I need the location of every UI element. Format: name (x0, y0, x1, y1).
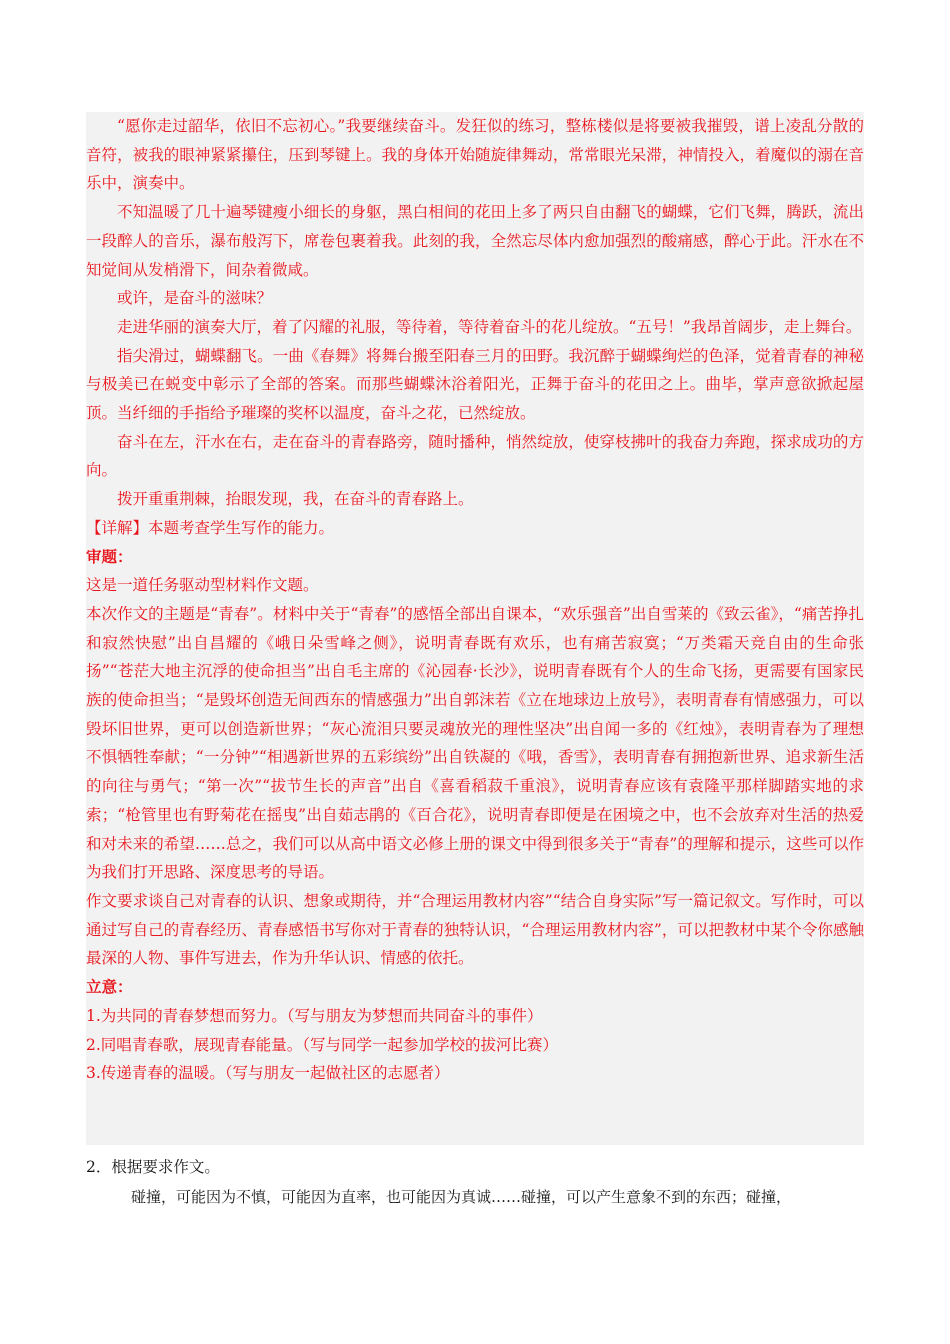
question-2-title: 2．根据要求作文。 (86, 1158, 220, 1176)
shenti-paragraph-1: 这是一道任务驱动型材料作文题。 (86, 576, 319, 595)
answer-content (86, 112, 864, 1088)
essay-paragraph-1: “愿你走过韶华，依旧不忘初心。”我要继续奋斗。发狂似的练习，整栋楼似是将要被我摧毁，谱上凌乱分散的音符，被我的眼神紧紧攥住，压到琴键上。我的身体开始随旋律舞动，常常眼光呆滞，神情投入，着魔似的溺在音乐中，演奏中。 (86, 117, 864, 193)
essay-paragraph-6: 奋斗在左，汗水在右，走在奋斗的青春路旁，随时播种，悄然绽放，使穿枝拂叶的我奋力奔跑，探求成功的方向。 (86, 432, 864, 480)
liyi-heading: 立意： (86, 977, 133, 997)
liyi-item-1: 1.为共同的青春梦想而努力。（写与朋友为梦想而共同奋斗的事件） (86, 1006, 543, 1025)
liyi-item-2: 2.同唱青春歌，展现青春能量。（写与同学一起参加学校的拔河比赛） (86, 1035, 559, 1054)
shenti-paragraph-3: 作文要求谈自己对青春的认识、想象或期待，并“合理运用教材内容”“结合自身实际”写一篇记叙文。写作时，可以通过写自己的青春经历、青春感悟书写你对于青春的独特认识，“合理运用教材内容”，可以把教材中某个令你感触最深的人物、事件写进去，作为升华认识、情感的依托。 (86, 891, 864, 968)
liyi-item-3: 3.传递青春的温暖。（写与朋友一起做社区的志愿者） (86, 1064, 450, 1083)
essay-paragraph-3: 或许，是奋斗的滋味？ (117, 289, 273, 308)
essay-paragraph-7: 拨开重重荆棘，抬眼发现，我，在奋斗的青春路上。 (117, 490, 474, 509)
essay-paragraph-5: 指尖滑过，蝴蝶翻飞。一曲《春舞》将舞台搬至阳春三月的田野。我沉醉于蝴蝶绚烂的色泽，觉着青春的神秘与极美已在蜕变中彰示了全部的答案。而那些蝴蝶沐浴着阳光，正舞于奋斗的花田之上。曲毕，掌声意欲掀起屋顶。当纤细的手指给予璀璨的奖杯以温度，奋斗之花，已然绽放。 (86, 346, 864, 423)
shenti-paragraph-2: 本次作文的主题是“青春”。材料中关于“青春”的感悟全部出自课本，“欢乐强音”出自雪莱的《致云雀》，“痛苦挣扎和寂然快慰”出自昌耀的《峨日朵雪峰之侧》，说明青春既有欢乐，也有痛苦寂寞；“万类霜天竞自由的生命张扬”“苍茫大地主沉浮的使命担当”出自毛主席的《沁园春·长沙》，说明青春既有个人的生命飞扬，更需要有国家民族的使命担当；“是毁坏创造无间西东的情感强力”出自郭沫若《立在地球边上放号》，表明青春有情感强力，可以毁坏旧世界，更可以创造新世界；“灰心流泪只要灵魂放光的理性坚决”出自闻一多的《红烛》，表明青春为了理想不惧牺牲奉献；“一分钟”“相遇新世界的五彩缤纷”出自铁凝的《哦，香雪》，表明青春有拥抱新世界、追求新生活的向往与勇气；“第一次”“拔节生长的声音”出自《喜看稻菽千重浪》，说明青春应该有袁隆平那样脚踏实地的求索；“枪管里也有野菊花在摇曳”出自茹志鹃的《百合花》，说明青春即便是在困境之中，也不会放弃对生活的热爱和对未来的希望……总之，我们可以从高中语文必修上册的课文中得到很多关于“青春”的理解和提示，这些可以作为我们打开思路、深度思考的导语。 (86, 604, 864, 882)
question-2-body: 碰撞，可能因为不慎，可能因为直率，也可能因为真诚……碰撞，可以产生意象不到的东西；碰撞， (131, 1188, 792, 1206)
detail-line: 【详解】本题考查学生写作的能力。 (86, 518, 335, 537)
essay-paragraph-2: 不知温暖了几十遍琴键瘦小细长的身躯，黑白相间的花田上多了两只自由翻飞的蝴蝶，它们飞舞，腾跃，流出一段醉人的音乐，瀑布般泻下，席卷包裹着我。此刻的我，全然忘尽体内愈加强烈的酸痛感，醉心于此。汗水在不知觉间从发梢滑下，间杂着微咸。 (86, 203, 864, 279)
shenti-heading: 审题： (86, 546, 133, 566)
essay-paragraph-4: 走进华丽的演奏大厅，着了闪耀的礼服，等待着，等待着奋斗的花儿绽放。“五号！”我昂首阔步，走上舞台。 (117, 317, 862, 336)
